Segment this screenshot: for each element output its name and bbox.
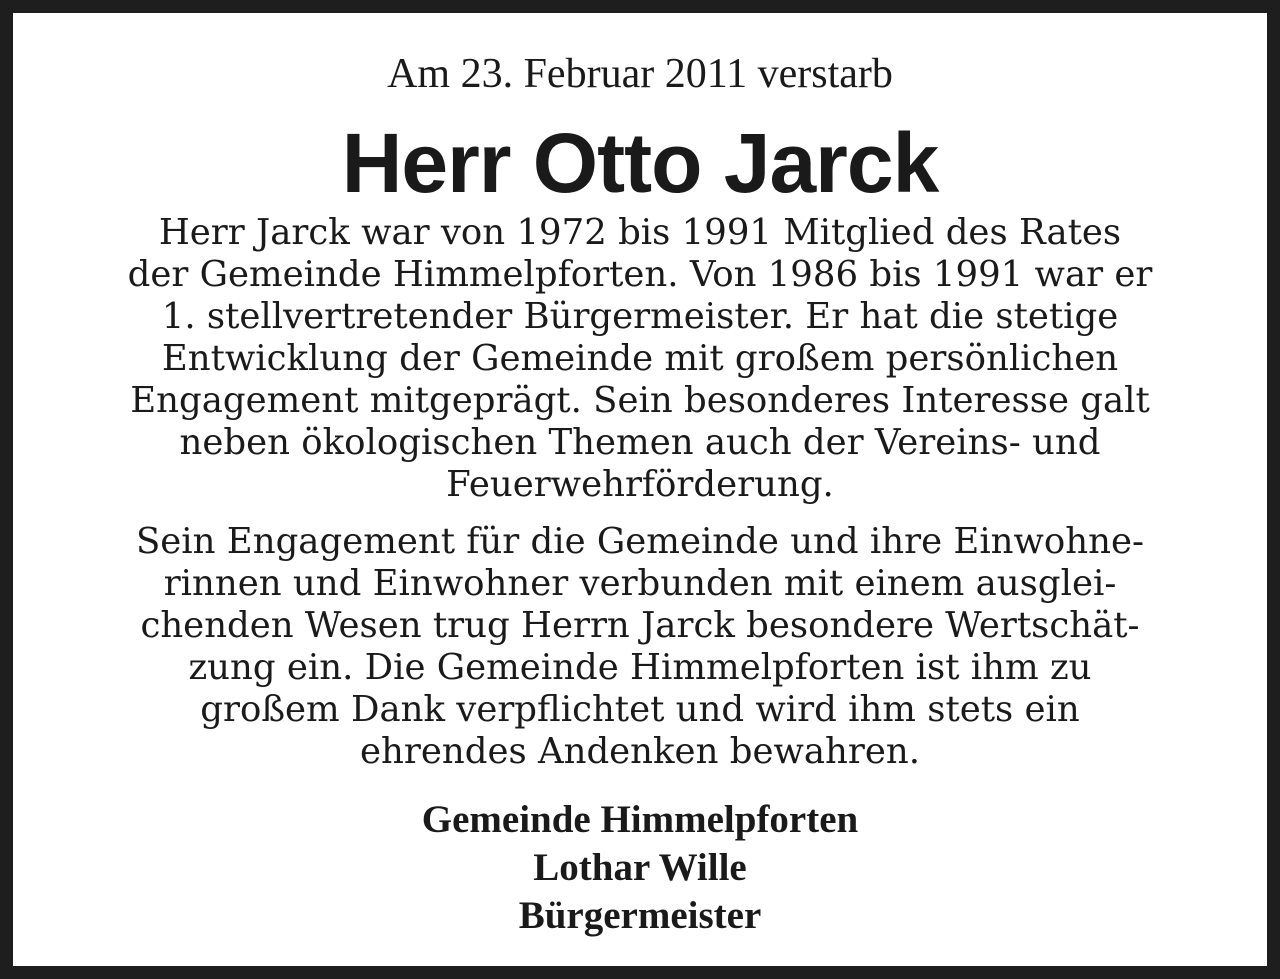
text-line: Sein Engagement für die Gemeinde und ihre Einwohne- — [135, 521, 1145, 562]
text-line: zung ein. Die Gemeinde Himmelpforten ist ihm zu — [188, 647, 1092, 688]
text-line: großem Dank verpflichtet und wird ihm stets ein — [200, 689, 1080, 730]
text-line: Engagement mitgeprägt. Sein besonderes Interesse galt — [130, 380, 1150, 421]
text-line: rinnen und Einwohner verbunden mit einem ausglei- — [163, 563, 1117, 604]
signature-organization: Gemeinde Himmelpforten — [421, 798, 859, 841]
signature-person: Lothar Wille — [533, 846, 747, 889]
text-line: der Gemeinde Himmelpforten. Von 1986 bis 1991 war er — [127, 254, 1153, 295]
biography-paragraph — [13, 212, 1267, 506]
signature-role: Bürgermeister — [518, 894, 762, 937]
text-line: neben ökologischen Themen auch der Vereins- und — [179, 422, 1101, 463]
text-line: chenden Wesen trug Herrn Jarck besondere Wertschät- — [140, 605, 1140, 646]
deceased-name-heading: Herr Otto Jarck — [341, 116, 939, 210]
text-line: 1. stellvertretender Bürgermeister. Er hat die stetige — [161, 296, 1119, 337]
text-line: Feuerwehrförderung. — [446, 464, 834, 505]
tribute-paragraph — [13, 521, 1267, 773]
text-line: Entwicklung der Gemeinde mit großem persönlichen — [161, 338, 1119, 379]
text-line: ehrendes Andenken bewahren. — [360, 731, 920, 772]
date-of-death-line: Am 23. Februar 2011 verstarb — [387, 51, 893, 97]
text-line: Herr Jarck war von 1972 bis 1991 Mitglied des Rates — [158, 212, 1122, 253]
signature-block — [13, 796, 1267, 940]
